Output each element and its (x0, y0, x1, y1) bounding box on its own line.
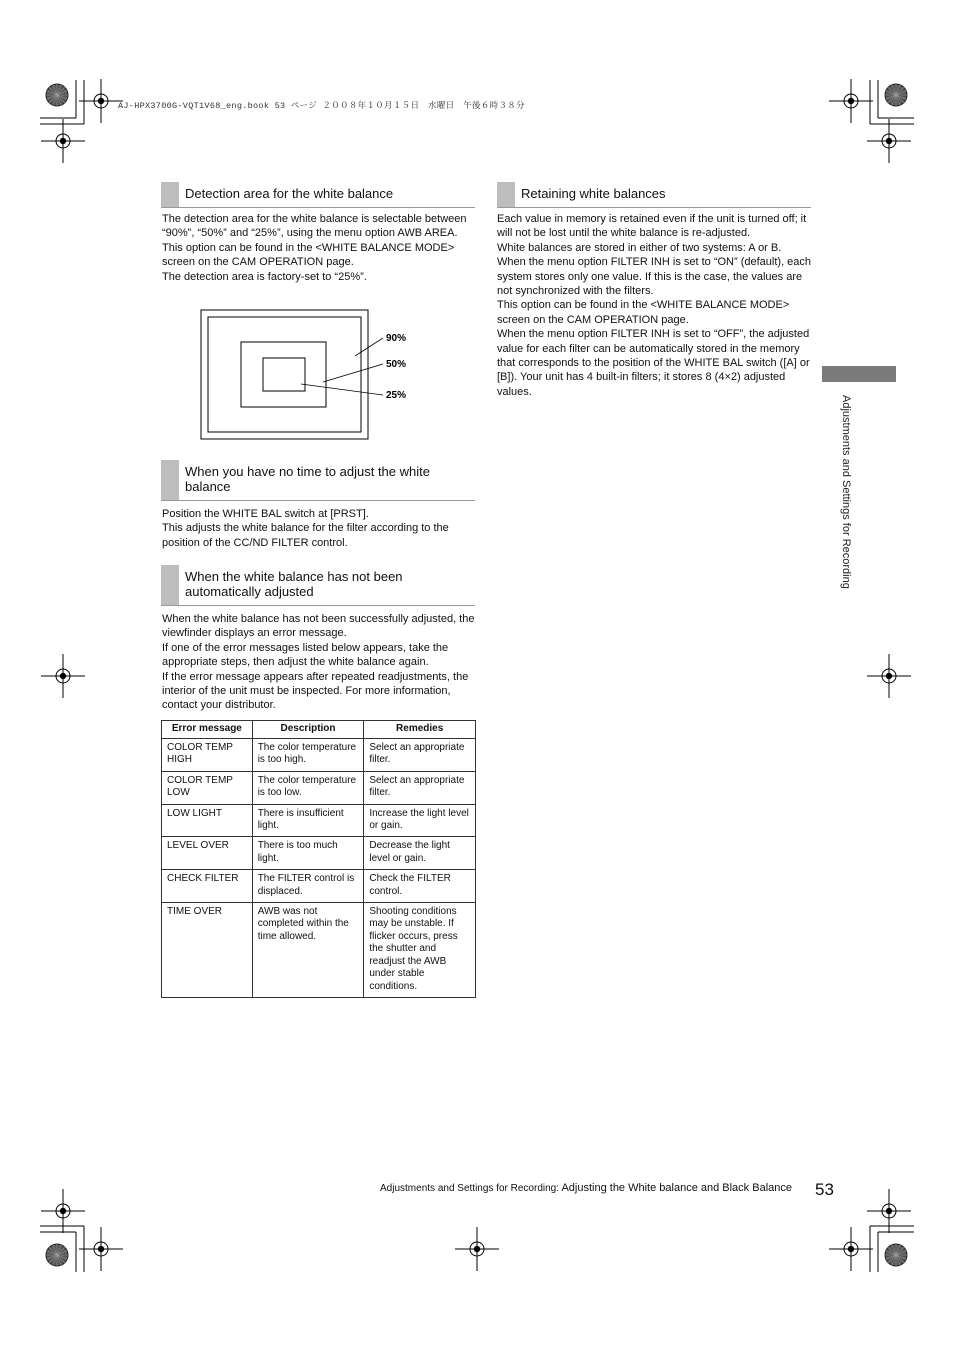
no-time-text (162, 507, 476, 550)
table-cell: LOW LIGHT (162, 804, 253, 837)
detection-area-text (162, 212, 476, 284)
footer-category: Adjustments and Settings for Recording: (380, 1183, 559, 1194)
leader-50 (323, 364, 383, 382)
paragraph: White balances are stored in either of two systems: A or B. (497, 241, 782, 254)
table-cell: COLOR TEMP HIGH (162, 739, 253, 772)
section-title: When the white balance has not been automatically adjusted (185, 569, 403, 599)
table-cell: Shooting conditions may be unstable. If flicker occurs, press the shutter and readjust the AWB under stable conditions. (364, 903, 476, 998)
label-25: 25% (386, 390, 407, 401)
paragraph: This adjusts the white balance for the filter according to the position of the CC/ND FILTER control. (162, 522, 449, 549)
table-cell: TIME OVER (162, 903, 253, 998)
section-bar (161, 182, 179, 207)
table-cell: COLOR TEMP LOW (162, 771, 253, 804)
section-bar (161, 460, 179, 500)
table-row (162, 903, 476, 998)
error-message-table (161, 720, 476, 998)
paragraph: If the error message appears after repeated readjustments, the interior of the unit must be inspected. For more information, contact your distributor. (162, 670, 469, 712)
table-cell: Check the FILTER control. (364, 870, 476, 903)
retaining-text (497, 212, 813, 399)
section-heading-not-adjusted (161, 565, 475, 606)
detection-area-diagram (195, 305, 435, 445)
table-cell: Increase the light level or gain. (364, 804, 476, 837)
table-cell: The color temperature is too low. (252, 771, 364, 804)
area-25-box (263, 358, 305, 391)
paragraph: This option can be found in the <WHITE BALANCE MODE> screen on the CAM OPERATION page. (162, 241, 455, 269)
table-cell: The FILTER control is displaced. (252, 870, 364, 903)
table-cell: Decrease the light level or gain. (364, 837, 476, 870)
page-number: 53 (815, 1180, 834, 1199)
table-cell: AWB was not completed within the time allowed. (252, 903, 364, 998)
chapter-tab (822, 366, 896, 382)
table-cell: Select an appropriate filter. (364, 771, 476, 804)
table-row (162, 739, 476, 772)
table-cell: Select an appropriate filter. (364, 739, 476, 772)
column-header: Error message (162, 721, 253, 739)
print-header: AJ-HPX3700G-VQT1V68_eng.book 53 ページ ２００８年１０月１５日 水曜日 午後６時３８分 (118, 101, 525, 111)
paragraph: If one of the error messages listed below appears, take the appropriate steps, then adjust the white balance again. (162, 641, 449, 669)
section-bar (161, 565, 179, 605)
paragraph: When the menu option FILTER INH is set to “ON” (default), each system stores only one value. If this is the case, the values are not synchronized with the filters. (497, 256, 812, 298)
table-header-row (162, 721, 476, 739)
area-50-box (241, 342, 326, 407)
leader-25 (301, 384, 383, 395)
paragraph: When the white balance has not been successfully adjusted, the viewfinder displays an error message. (162, 613, 475, 640)
label-90: 90% (386, 333, 407, 344)
table-row (162, 837, 476, 870)
table-cell: LEVEL OVER (162, 837, 253, 870)
paragraph: Position the WHITE BAL switch at [PRST]. (162, 508, 369, 520)
footer-running-title (380, 1182, 792, 1194)
section-title: Detection area for the white balance (185, 186, 394, 201)
table-cell: The color temperature is too high. (252, 739, 364, 772)
label-50: 50% (386, 359, 407, 370)
section-title: When you have no time to adjust the white balance (185, 464, 430, 494)
chapter-side-label: Adjustments and Settings for Recording (840, 395, 852, 589)
paragraph: Each value in memory is retained even if the unit is turned off; it will not be lost until the white balance is re-adjusted. (497, 213, 807, 240)
section-bar (497, 182, 515, 207)
area-90-box (208, 317, 361, 432)
table-row (162, 870, 476, 903)
paragraph: The detection area is factory-set to “25%”. (162, 270, 367, 283)
paragraph: The detection area for the white balance is selectable between “90%”, “50%” and “25%”, using the menu option AWB AREA. (162, 213, 467, 240)
paragraph: This option can be found in the <WHITE BALANCE MODE> screen on the CAM OPERATION page. (497, 299, 790, 326)
table-cell: CHECK FILTER (162, 870, 253, 903)
frame-outer (201, 310, 368, 439)
leader-90 (355, 338, 383, 356)
column-header: Remedies (364, 721, 476, 739)
footer-title: Adjusting the White balance and Black Balance (561, 1182, 792, 1194)
section-heading-no-time (161, 460, 475, 501)
section-title: Retaining white balances (521, 186, 666, 201)
table-row (162, 804, 476, 837)
table-row (162, 771, 476, 804)
not-adjusted-text (162, 612, 476, 713)
section-heading-detection-area (161, 182, 475, 208)
paragraph: When the menu option FILTER INH is set to “OFF”, the adjusted value for each filter can be automatically stored in the memory that corresponds to the position of the WHITE BAL switch ([A] or [B]). Your unit has 4 built-in filters; it stores 8 (4×2) adjusted values. (497, 328, 810, 398)
section-heading-retaining (497, 182, 811, 208)
table-cell: There is too much light. (252, 837, 364, 870)
table-cell: There is insufficient light. (252, 804, 364, 837)
column-header: Description (252, 721, 364, 739)
